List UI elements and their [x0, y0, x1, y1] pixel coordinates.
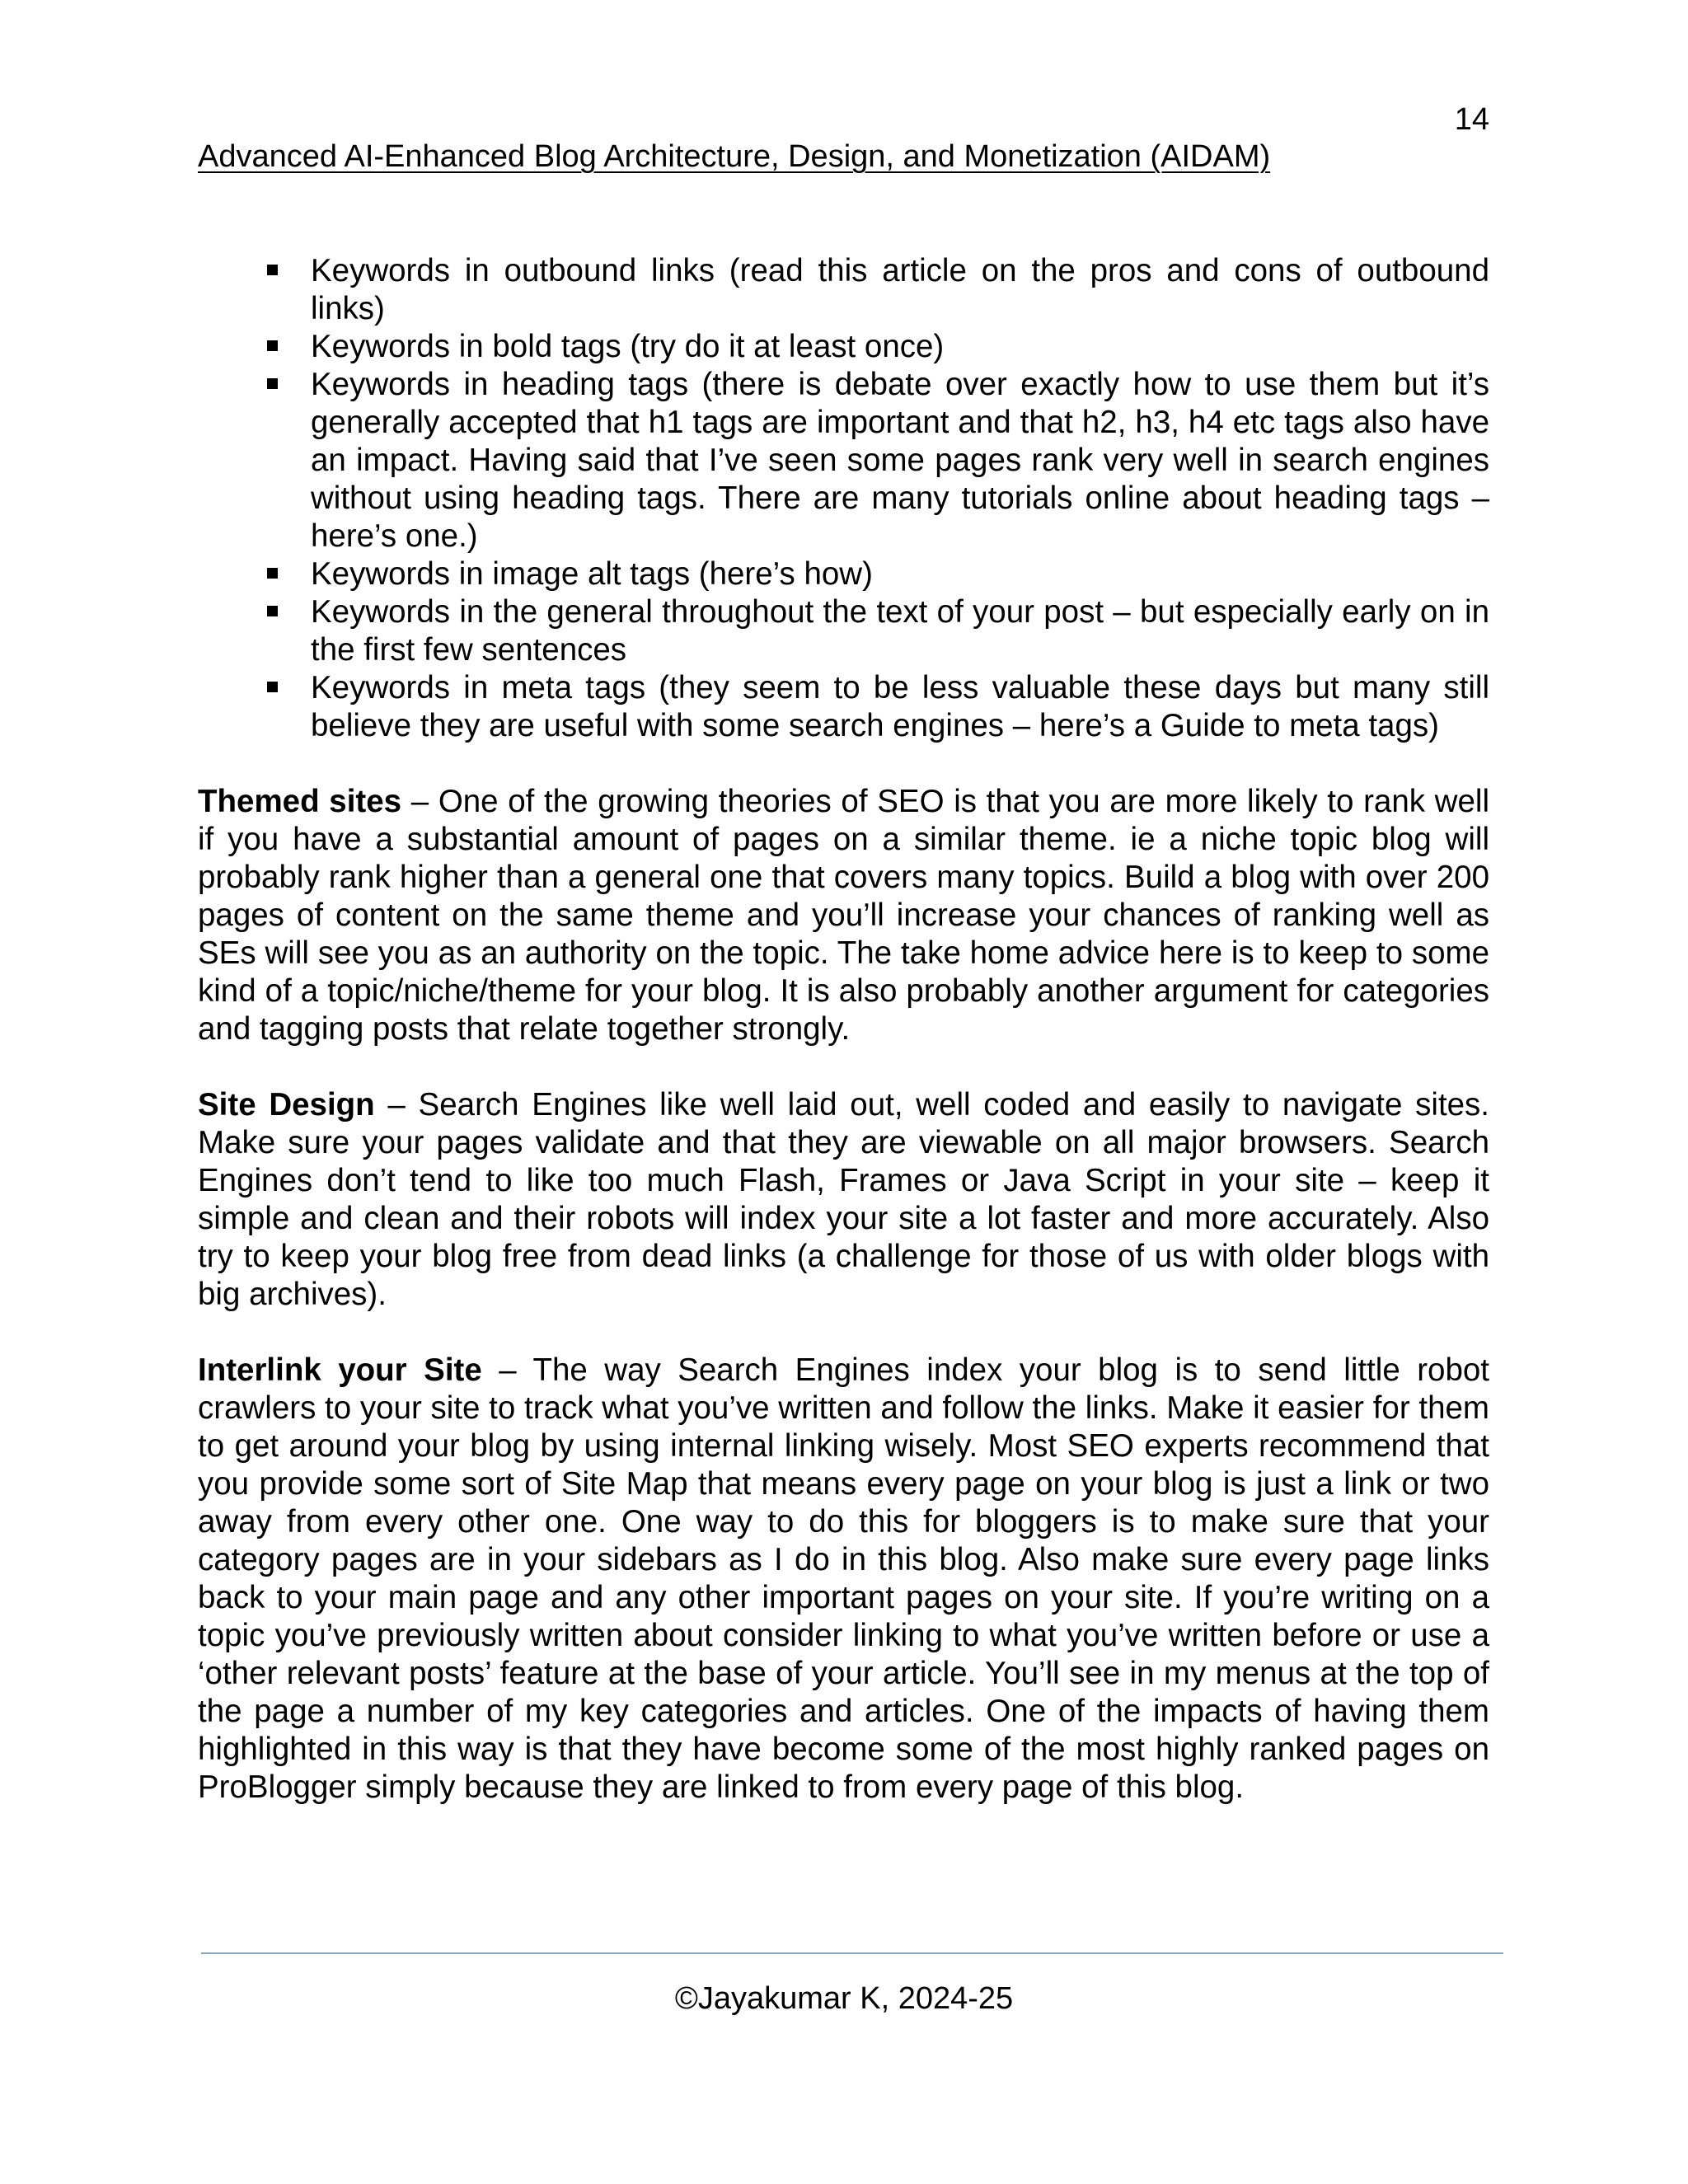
square-bullet-icon — [267, 378, 278, 389]
list-item — [311, 366, 1489, 555]
list-item — [311, 555, 1489, 593]
section-body: – One of the growing theories of SEO is that you are more likely to rank well if you have a substantial amount of pages on a similar theme. ie a niche topic blog will probably rank higher than a general one that covers many topics. Build a blog with over 200 pages of content on the same theme and you’ll increase your chances of ranking well as SEs will see you as an authority on the topic. The take home advice here is to keep to some kind of a topic/niche/theme for your blog. It is also probably another argument for categories and tagging posts that relate together strongly. — [198, 784, 1489, 1047]
list-item — [311, 669, 1489, 745]
square-bullet-icon — [267, 606, 278, 616]
page-body — [198, 252, 1489, 1807]
section-site-design — [198, 1086, 1489, 1314]
section-themed-sites — [198, 783, 1489, 1048]
list-item-text: Keywords in bold tags (try do it at least once) — [311, 329, 945, 364]
list-item — [311, 593, 1489, 669]
page-number: 14 — [1454, 102, 1489, 137]
square-bullet-icon — [267, 265, 278, 275]
section-body: – Search Engines like well laid out, well coded and easily to navigate sites. Make sure your pages validate and that they are viewable on all major browsers. Search Engines don’t tend to like too much Flash, Frames or Java Script in your site – keep it simple and clean and their robots will index your site a lot faster and more accurately. Also try to keep your blog free from dead links (a challenge for those of us with older blogs with big archives). — [198, 1087, 1489, 1312]
section-heading: Themed sites — [198, 784, 402, 819]
list-item-text: Keywords in outbound links (read this article on the pros and cons of outbound links) — [311, 253, 1489, 326]
keyword-bullet-list — [198, 252, 1489, 745]
section-heading: Site Design — [198, 1087, 375, 1122]
section-interlink-your-site — [198, 1352, 1489, 1807]
square-bullet-icon — [267, 568, 278, 579]
running-header: Advanced AI-Enhanced Blog Architecture, Design, and Monetization (AIDAM) — [198, 139, 1271, 174]
footer-copyright: ©Jayakumar K, 2024-25 — [674, 1981, 1014, 2016]
section-heading: Interlink your Site — [198, 1352, 482, 1388]
list-item-text: Keywords in heading tags (there is debate over exactly how to use them but it’s generally accepted that h1 tags are important and that h2, h3, h4 etc tags also have an impact. Having said that I’ve seen some pages rank very well in search engines without using heading tags. There are many tutorials online about heading tags – here’s one.) — [311, 367, 1489, 554]
list-item-text: Keywords in image alt tags (here’s how) — [311, 556, 873, 592]
section-body: – The way Search Engines index your blog is to send little robot crawlers to your site to track what you’ve written and follow the links. Make it easier for them to get around your blog by using internal linking wisely. Most SEO experts recommend that you provide some sort of Site Map that means every page on your blog is just a link or two away from every other one. One way to do this for bloggers is to make sure that your category pages are in your sidebars as I do in this blog. Also make sure every page links back to your main page and any other important pages on your site. If you’re writing on a topic you’ve previously written about consider linking to what you’ve written before or use a ‘other relevant posts’ feature at the base of your article. You’ll see in my menus at the top of the page a number of my key categories and articles. One of the impacts of having them highlighted in this way is that they have become some of the most highly ranked pages on ProBlogger simply because they are linked to from every page of this blog. — [198, 1352, 1489, 1805]
list-item-text: Keywords in the general throughout the text of your post – but especially early on in the first few sentences — [311, 594, 1489, 668]
list-item — [311, 252, 1489, 328]
square-bullet-icon — [267, 682, 278, 692]
list-item — [311, 328, 1489, 366]
square-bullet-icon — [267, 340, 278, 351]
list-item-text: Keywords in meta tags (they seem to be less valuable these days but many still believe they are useful with some search engines – here’s a Guide to meta tags) — [311, 670, 1489, 743]
footer-divider — [201, 1952, 1503, 1954]
